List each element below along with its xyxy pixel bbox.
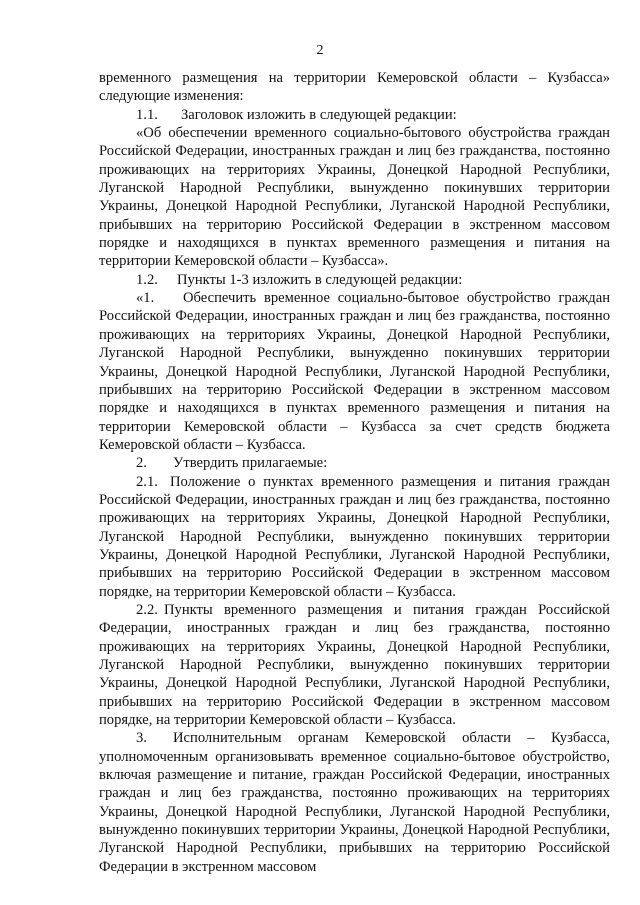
item-text: Утвердить прилагаемые:: [173, 455, 328, 472]
intro-paragraph: временного размещения на территории Кемеровской области – Кузбасса» следующие изменения:: [99, 70, 610, 105]
point-3: [99, 729, 610, 876]
point-1: [99, 289, 610, 454]
heading-quote: «Об обеспечении временного социально-бытового обустройства граждан Российской Федерации, иностранных граждан и лиц без гражданства, постоянно проживающих на территориях Украины, Донецкой Народной Республики, Луганской Народной Республики, вынужденно покинувших территории Украины, Донецкой Народной Республики, Луганской Народной Республики, прибывших на территорию Российской Федерации в экстренном массовом порядке и находящихся в пунктах временного размещения и питания на территории Кемеровской области – Кузбасса».: [99, 125, 610, 270]
item-text: Положение о пунктах временного размещения и питания граждан Российской Федерации, иностранных граждан и лиц без гражданства, постоянно проживающих на территориях Украины, Донецкой Народной Республики, Луганской Народной Республики, вынужденно покинувших территории Украины, Донецкой Народной Республики, Луганской Народной Республики, прибывших на территорию Российской Федерации в экстренном массовом порядке, на территории Кемеровской области – Кузбасса.: [99, 473, 610, 600]
point-2-1: [99, 473, 610, 601]
item-number: «1.: [136, 290, 155, 307]
page-number: 2: [316, 43, 324, 58]
item-number: 3.: [136, 730, 147, 747]
point-2-2: [99, 601, 610, 729]
item-text: Пункты временного размещения и питания граждан Российской Федерации, иностранных граждан и лиц без гражданства, постоянно проживающих на территориях Украины, Донецкой Народной Республики, Луганской Народной Республики, вынужденно покинувших территории Украины, Донецкой Народной Республики, Луганской Народной Республики, прибывших на территорию Российской Федерации в экстренном массовом порядке, на территории Кемеровской области – Кузбасса.: [99, 601, 610, 729]
item-number: 1.1.: [136, 106, 158, 123]
point-2: [99, 454, 610, 472]
document-body: [99, 69, 610, 876]
item-number: 2.2.: [136, 601, 158, 618]
item-1-2: [99, 271, 610, 289]
item-number: 2.: [136, 455, 147, 472]
item-1-1: [99, 106, 610, 124]
item-text: Исполнительным органам Кемеровской области – Кузбасса, уполномоченным организовывать временное социально-бытовое обустройство, включая размещение и питание, граждан Российской Федерации, иностранных граждан и лиц без гражданства, постоянно проживающих на территориях Украины, Донецкой Народной Республики, Луганской Народной Республики, вынужденно покинувших территории Украины, Донецкой Народной Республики, Луганской Народной Республики, прибывших на территорию Российской Федерации в экстренном массовом: [99, 730, 610, 875]
item-text: Заголовок изложить в следующей редакции:: [181, 106, 457, 123]
item-number: 1.2.: [136, 271, 158, 288]
item-text: Пункты 1-3 изложить в следующей редакции:: [177, 271, 463, 288]
item-number: 2.1.: [136, 473, 158, 490]
item-text: Обеспечить временное социально-бытовое обустройство граждан Российской Федерации, иностранных граждан и лиц без гражданства, постоянно проживающих на территориях Украины, Донецкой Народной Республики, Луганской Народной Республики, вынужденно покинувших территории Украины, Донецкой Народной Республики, Луганской Народной Республики, прибывших на территорию Российской Федерации в экстренном массовом порядке и находящихся в пунктах временного размещения и питания на территории Кемеровской области – Кузбасса за счет средств бюджета Кемеровской области – Кузбасса.: [99, 290, 610, 453]
